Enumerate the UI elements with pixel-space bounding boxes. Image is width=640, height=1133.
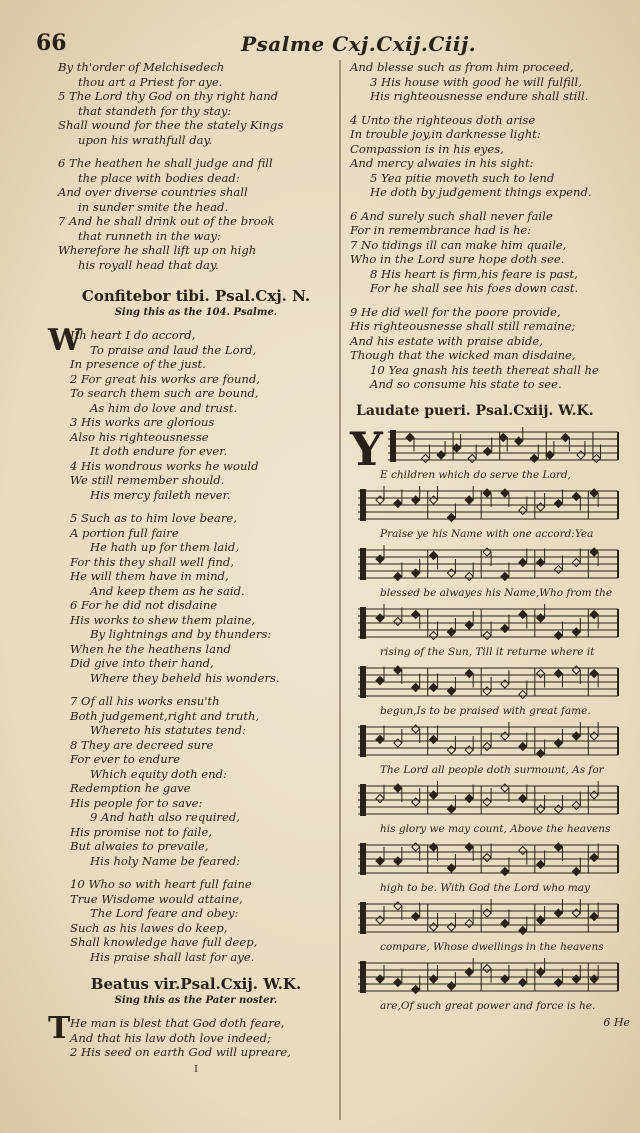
verse-line: He hath up for them laid, — [90, 540, 240, 554]
verse-line: And so consume his state to see. — [370, 377, 562, 391]
note-glyph — [394, 784, 402, 792]
verse-line: 4 His wondrous works he would — [70, 458, 259, 473]
note-glyph — [572, 492, 580, 500]
note-glyph — [590, 610, 598, 618]
note-glyph — [430, 975, 438, 983]
note-glyph — [590, 791, 598, 799]
note-glyph — [519, 610, 527, 618]
note-glyph — [554, 978, 562, 986]
clef-icon — [360, 843, 366, 875]
note-glyph — [394, 739, 402, 747]
verse-line: thou art a Priest for aye. — [78, 74, 223, 89]
verse-line: His praise shall last for aye. — [90, 949, 255, 964]
note-glyph — [465, 843, 473, 851]
note-glyph — [554, 631, 562, 639]
note-glyph — [483, 798, 491, 806]
note-glyph — [537, 805, 545, 813]
verse-line: When he the heathens land — [70, 641, 231, 656]
right-column — [350, 60, 630, 1029]
verse-line: And mercy alwaies in his sight: — [350, 156, 534, 170]
staff-lines — [350, 603, 622, 647]
note-glyph — [465, 669, 473, 677]
note-glyph — [483, 687, 491, 695]
note-glyph — [554, 499, 562, 507]
note-glyph — [465, 621, 473, 629]
note-glyph — [519, 742, 527, 750]
stanza-gap — [350, 104, 630, 113]
note-glyph — [590, 975, 598, 983]
note-glyph — [394, 902, 402, 910]
music-lyric-line: Praise ye his Name with one accord:Yea — [380, 527, 594, 540]
staff-lines — [350, 544, 622, 588]
music-lyric-line: are,Of such great power and force is he. — [380, 999, 596, 1012]
clef-icon — [360, 961, 366, 993]
verse-line: Also his righteousnesse — [70, 429, 209, 444]
note-glyph — [554, 669, 562, 677]
verse-line: In trouble joy,in darknesse light: — [350, 127, 541, 141]
note-glyph — [447, 687, 455, 695]
note-glyph — [554, 565, 562, 573]
note-glyph — [394, 978, 402, 986]
verse-line: 7 And he shall drink out of the brook — [58, 214, 275, 228]
verse-line: His people for to save: — [70, 795, 203, 810]
verse-line: The Lord feare and obey: — [90, 906, 239, 920]
note-glyph — [590, 548, 598, 556]
column-divider — [339, 60, 341, 1120]
staff-lines — [350, 485, 622, 529]
note-glyph — [572, 558, 580, 566]
note-glyph — [501, 572, 509, 580]
verse-line: T He man is blest that God doth feare, — [48, 1011, 285, 1046]
note-glyph — [537, 669, 545, 677]
verse-line: 7 Of all his works ensu'th — [70, 694, 220, 708]
drop-capital: W — [48, 323, 82, 358]
music-staff-system — [350, 898, 630, 957]
note-glyph — [465, 572, 473, 580]
verse-line: And blesse such as from him proceed, — [350, 60, 574, 74]
verse-line: As him do love and trust. — [90, 400, 238, 415]
note-glyph — [465, 919, 473, 927]
note-glyph — [572, 909, 580, 917]
note-glyph — [412, 843, 420, 851]
note-glyph — [394, 617, 402, 625]
note-glyph — [530, 454, 538, 462]
note-glyph — [554, 909, 562, 917]
note-glyph — [537, 614, 545, 622]
note-glyph — [376, 735, 384, 743]
note-glyph — [468, 454, 476, 462]
staff-lines — [350, 721, 622, 765]
note-glyph — [572, 732, 580, 740]
note-glyph — [519, 690, 527, 698]
note-glyph — [483, 853, 491, 861]
note-glyph — [437, 451, 445, 459]
clef-icon — [360, 725, 366, 757]
verse-line: His righteousnesse shall still remaine; — [350, 319, 576, 333]
verse-line: And keep them as he said. — [90, 583, 245, 598]
psalm-110-verses — [58, 60, 334, 272]
verse-line: We still remember should. — [70, 473, 225, 487]
music-notation — [350, 421, 630, 1016]
psalm-111-tune-note: Sing this as the 104. Psalme. — [114, 307, 278, 318]
clef-icon — [360, 784, 366, 816]
note-glyph — [554, 843, 562, 851]
verse-line: But alwaies to prevaile, — [70, 839, 209, 853]
note-glyph — [394, 499, 402, 507]
note-glyph — [430, 791, 438, 799]
note-glyph — [430, 683, 438, 691]
music-staff-system — [350, 839, 630, 898]
signature-mark: I — [194, 1064, 198, 1075]
verse-line: For in remembrance had is he: — [350, 223, 532, 237]
music-staff-system — [350, 662, 630, 721]
music-staff-system — [350, 485, 630, 544]
clef-icon — [360, 489, 366, 521]
stanza-gap — [350, 200, 630, 209]
verse-line: By th'order of Melchisedech — [58, 60, 225, 74]
note-glyph — [501, 680, 509, 688]
verse-line: And that his law doth love indeed; — [70, 1030, 272, 1045]
verse-line: Redemption he gave — [70, 781, 191, 795]
note-glyph — [447, 628, 455, 636]
note-glyph — [483, 631, 491, 639]
psalm-111-verses — [48, 323, 334, 964]
music-staff-system — [350, 780, 630, 839]
note-glyph — [447, 513, 455, 521]
verse-line: His mercy faileth never. — [90, 487, 231, 502]
verse-line: Where they beheld his wonders. — [90, 670, 280, 685]
note-glyph — [430, 551, 438, 559]
note-glyph — [501, 784, 509, 792]
note-glyph — [590, 732, 598, 740]
verse-line: that standeth for thy stay: — [78, 103, 232, 118]
staff-lines — [350, 662, 622, 706]
note-glyph — [447, 569, 455, 577]
verse-line: 10 Who so with heart full faine — [70, 877, 252, 891]
note-glyph — [430, 843, 438, 851]
note-glyph — [412, 912, 420, 920]
note-glyph — [376, 857, 384, 865]
music-staff-system — [350, 421, 630, 485]
note-glyph — [465, 968, 473, 976]
note-glyph — [515, 437, 523, 445]
stanza-gap — [70, 868, 334, 877]
note-glyph — [376, 676, 384, 684]
music-lyric-line: compare, Whose dwellings in the heavens — [380, 940, 604, 953]
note-glyph — [412, 683, 420, 691]
verse-line: 2 His seed on earth God will upreare, — [70, 1045, 291, 1059]
psalm-112-tune-note: Sing this as the Pater noster. — [114, 995, 278, 1006]
music-lyric-line: blessed be alwayes his Name,Who from the — [380, 586, 613, 599]
note-glyph — [453, 444, 461, 452]
staff-lines — [350, 780, 622, 824]
note-glyph — [519, 846, 527, 854]
music-lyric-line: rising of the Sun, Till it returne where it — [380, 645, 595, 658]
note-glyph — [519, 926, 527, 934]
verse-line: By lightnings and by thunders: — [90, 627, 272, 641]
note-glyph — [499, 433, 507, 441]
verse-line: He will them have in mind, — [70, 569, 229, 583]
note-glyph — [447, 982, 455, 990]
psalm-113-heading: Laudate pueri. Psal.Cxiij. W.K. — [356, 402, 594, 419]
note-glyph — [572, 801, 580, 809]
verse-line: And his estate with praise abide, — [350, 333, 543, 348]
note-glyph — [537, 916, 545, 924]
verse-line: 7 No tidings ill can make him quaile, — [350, 237, 567, 252]
verse-line: Shall knowledge have full deep, — [70, 935, 258, 949]
clef-icon — [360, 548, 366, 580]
verse-line: He doth by judgement things expend. — [370, 185, 592, 199]
verse-line: 5 The Lord thy God on thy right hand — [58, 89, 279, 103]
verse-line: Which equity doth end: — [90, 766, 227, 781]
note-glyph — [592, 454, 600, 462]
staff-lines — [350, 839, 622, 883]
note-glyph — [422, 454, 430, 462]
note-glyph — [376, 614, 384, 622]
verse-line: the place with bodies dead: — [78, 170, 240, 185]
note-glyph — [572, 628, 580, 636]
note-glyph — [519, 558, 527, 566]
music-lyric-line: high to be. With God the Lord who may — [380, 881, 590, 894]
verse-line: that runneth in the way: — [78, 228, 221, 243]
note-glyph — [501, 975, 509, 983]
note-glyph — [537, 749, 545, 757]
note-glyph — [501, 919, 509, 927]
verse-line: Whereto his statutes tend: — [90, 723, 246, 737]
verse-line: 8 His heart is firm,his feare is past, — [370, 266, 578, 281]
verse-line: His works to shew them plaine, — [70, 612, 256, 627]
verse-line: his royall head that day. — [78, 257, 219, 272]
verse-line: For he shall see his foes down cast. — [370, 281, 579, 295]
verse-line: 6 And surely such shall never faile — [350, 208, 553, 223]
note-glyph — [572, 867, 580, 875]
note-glyph — [519, 506, 527, 514]
verse-line: 2 For great his works are found, — [70, 371, 260, 386]
verse-line: W Ith heart I do accord, — [48, 323, 196, 358]
page-number: 66 — [36, 30, 67, 56]
catchword: 6 He — [603, 1015, 630, 1029]
clef-icon — [390, 430, 396, 462]
note-glyph — [376, 555, 384, 563]
verse-line: In presence of the just. — [70, 357, 206, 371]
note-glyph — [412, 798, 420, 806]
note-glyph — [447, 864, 455, 872]
music-lyric-line: E children which do serve the Lord, — [380, 468, 571, 481]
note-glyph — [519, 794, 527, 802]
note-glyph — [537, 968, 545, 976]
verse-line: 5 Yea pitie moveth such to lend — [370, 170, 555, 185]
note-glyph — [561, 433, 569, 441]
stanza-gap — [70, 502, 334, 511]
verse-line: 3 His works are glorious — [70, 415, 215, 429]
clef-icon — [360, 666, 366, 698]
staff-lines — [350, 957, 622, 1001]
stanza-gap — [70, 685, 334, 694]
music-initial-letter: Y — [350, 421, 383, 476]
note-glyph — [430, 735, 438, 743]
note-glyph — [465, 496, 473, 504]
note-glyph — [394, 857, 402, 865]
note-glyph — [501, 624, 509, 632]
note-glyph — [554, 739, 562, 747]
verse-line: 6 For he did not disdaine — [70, 598, 218, 612]
verse-line: His promise not to faile, — [70, 824, 212, 839]
note-glyph — [412, 610, 420, 618]
verse-line: Did give into their hand, — [70, 656, 214, 670]
verse-line: And over diverse countries shall — [58, 185, 248, 199]
music-staff-system — [350, 721, 630, 780]
music-lyric-line: begun,Is to be praised with great fame. — [380, 704, 591, 717]
note-glyph — [406, 433, 414, 441]
drop-capital: T — [48, 1011, 71, 1046]
verse-line: 10 Yea gnash his teeth thereat shall he — [370, 362, 599, 377]
verse-line: Both judgement,right and truth, — [70, 708, 260, 723]
note-glyph — [394, 572, 402, 580]
note-glyph — [483, 489, 491, 497]
verse-line: in sunder smite the head. — [78, 199, 229, 214]
music-lyric-line: his glory we may count, Above the heavens — [380, 822, 611, 835]
clef-icon — [360, 607, 366, 639]
note-glyph — [412, 985, 420, 993]
clef-icon — [360, 902, 366, 934]
note-glyph — [430, 496, 438, 504]
note-glyph — [412, 569, 420, 577]
running-title: Psalme Cxj.Cxij.Ciij. — [241, 32, 477, 56]
verse-line: His holy Name be feared: — [90, 853, 241, 868]
note-glyph — [483, 548, 491, 556]
verse-line: True Wisdome would attaine, — [70, 891, 243, 906]
verse-line: Wherefore he shall lift up on high — [58, 243, 257, 257]
verse-line: 5 Such as to him love beare, — [70, 511, 237, 525]
note-glyph — [412, 496, 420, 504]
note-glyph — [447, 805, 455, 813]
verse-line: 8 They are decreed sure — [70, 737, 214, 752]
psalm-111-heading: Confitebor tibi. Psal.Cxj. N. — [81, 287, 311, 305]
note-glyph — [376, 975, 384, 983]
verse-line: 4 Unto the righteous doth arise — [350, 112, 536, 127]
note-glyph — [465, 794, 473, 802]
verse-line: Compassion is in his eyes, — [350, 141, 504, 156]
music-lyric-line: The Lord all people doth surmount, As for — [380, 763, 604, 776]
note-glyph — [537, 860, 545, 868]
verse-line: To praise and laud the Lord, — [90, 342, 257, 357]
verse-line: For this they shall well find, — [70, 554, 234, 569]
note-glyph — [554, 805, 562, 813]
stanza-gap — [58, 147, 334, 156]
page-header — [36, 30, 626, 56]
note-glyph — [376, 496, 384, 504]
note-glyph — [519, 978, 527, 986]
psalm-112-continued-verses — [350, 60, 630, 392]
note-glyph — [537, 503, 545, 511]
verse-line: Such as his lawes do keep, — [70, 920, 228, 935]
music-staff-system — [350, 603, 630, 662]
note-glyph — [465, 746, 473, 754]
verse-line: For ever to endure — [70, 752, 181, 766]
verse-line: To search them such are bound, — [70, 386, 259, 400]
note-glyph — [590, 912, 598, 920]
note-glyph — [430, 923, 438, 931]
note-glyph — [483, 964, 491, 972]
verse-line: His righteousnesse endure shall still. — [370, 89, 589, 103]
verse-line: Though that the wicked man disdaine, — [350, 348, 576, 362]
note-glyph — [484, 447, 492, 455]
note-glyph — [501, 732, 509, 740]
verse-line: 3 His house with good he will fulfill, — [370, 74, 582, 89]
note-glyph — [572, 975, 580, 983]
verse-line: 9 He did well for the poore provide, — [350, 304, 561, 319]
note-glyph — [501, 867, 509, 875]
verse-line: 6 The heathen he shall judge and fill — [58, 156, 273, 170]
note-glyph — [590, 669, 598, 677]
note-glyph — [590, 489, 598, 497]
note-glyph — [447, 746, 455, 754]
music-staff-system — [350, 957, 630, 1016]
note-glyph — [483, 742, 491, 750]
staff-lines — [350, 898, 622, 942]
verse-line: It doth endure for ever. — [90, 444, 228, 458]
note-glyph — [447, 923, 455, 931]
note-glyph — [501, 489, 509, 497]
verse-line: A portion full faire — [70, 525, 179, 540]
note-glyph — [394, 666, 402, 674]
note-glyph — [430, 631, 438, 639]
note-glyph — [577, 451, 585, 459]
stanza-gap — [350, 296, 630, 305]
verse-line: 9 And hath also required, — [90, 810, 240, 824]
verse-line: Shall wound for thee the stately Kings — [58, 118, 284, 132]
left-column — [48, 60, 334, 1076]
note-glyph — [376, 916, 384, 924]
note-glyph — [590, 853, 598, 861]
note-glyph — [483, 909, 491, 917]
verse-line: Who in the Lord sure hope doth see. — [350, 252, 565, 266]
verse-line: upon his wrathfull day. — [78, 132, 213, 147]
note-glyph — [572, 666, 580, 674]
note-glyph — [376, 794, 384, 802]
note-glyph — [412, 725, 420, 733]
note-glyph — [546, 451, 554, 459]
note-glyph — [537, 558, 545, 566]
music-staff-system — [350, 544, 630, 603]
psalm-112-verses — [48, 1011, 334, 1060]
psalm-112-heading: Beatus vir.Psal.Cxij. W.K. — [90, 975, 302, 993]
